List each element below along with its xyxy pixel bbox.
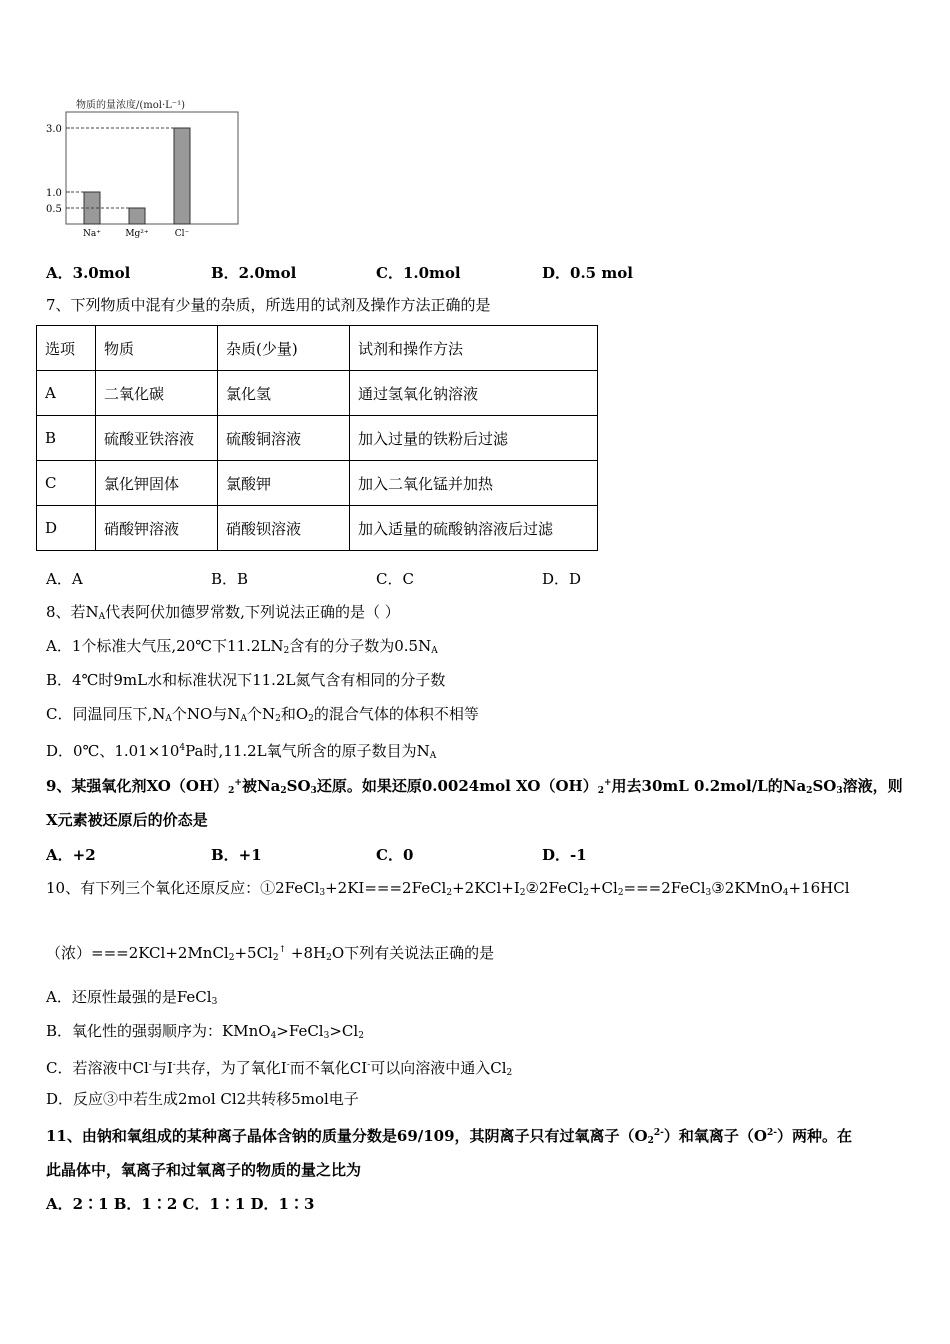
q9-stem-line1: 9、某强氧化剂$XO(OH)_2^+$被$Na_2SO_3$还原。如果还原0.0024mol $XO(OH)_2^+$用去30mL 0.2mol/L的$Na_2SO_3$溶液，则: [46, 777, 903, 796]
q10-stem-line1: 10、有下列三个氧化还原反应：$①2FeCl_3+2KI===2FeCl_2+2KCl+I_2②2FeCl_2+Cl_2===2FeCl_3③2KMnO_4+16HCl$: [46, 879, 850, 898]
q9-option-a[interactable]: A．+2: [46, 846, 96, 864]
table-cell: 二氧化碳: [96, 371, 218, 416]
q10-option-c[interactable]: C．若溶液中Cl-与I-共存，为了氧化I-而不氧化CI-可以向溶液中通入$Cl_2$: [46, 1059, 513, 1078]
q7-option-c[interactable]: C．C: [376, 570, 414, 588]
table-cell: 加入二氧化锰并加热: [350, 461, 598, 506]
q8-option-d[interactable]: D．0℃、$1.01\times 10^4Pa$时,11.2L氧气所含的原子数目为$N_A$: [46, 742, 437, 761]
q10-stem-line2: （浓）$===2KCl+2MnCl_2+5Cl_2^↑ +8H_2O$下列有关说法正确的是: [46, 944, 495, 963]
table-row: [37, 506, 598, 551]
y-tick-label: 3.0: [46, 124, 62, 135]
table-cell: 通过氢氧化钠溶液: [350, 371, 598, 416]
table-cell: D: [37, 506, 96, 551]
q6-option-b[interactable]: B．2.0mol: [211, 264, 297, 282]
q7-table: [36, 325, 598, 551]
q7-stem: 7、下列物质中混有少量的杂质，所选用的试剂及操作方法正确的是: [46, 296, 491, 314]
q7-option-a[interactable]: A．A: [46, 570, 83, 588]
table-cell: 加入适量的硫酸钠溶液后过滤: [350, 506, 598, 551]
x-tick-label: Mg²⁺: [125, 229, 149, 239]
table-cell: 氯化氢: [218, 371, 350, 416]
table-cell: 硫酸铜溶液: [218, 416, 350, 461]
q8-option-a[interactable]: A．1个标准大气压,20℃下$11.2LN_2$含有的分子数为$0.5N_A$: [46, 637, 438, 656]
table-cell: 硝酸钡溶液: [218, 506, 350, 551]
x-tick-label: Cl⁻: [174, 229, 190, 239]
table-cell: 氯化钾固体: [96, 461, 218, 506]
y-tick-label: 1.0: [46, 188, 62, 199]
table-header: 试剂和操作方法: [350, 326, 598, 371]
table-row: [37, 461, 598, 506]
q10-option-b[interactable]: B．氧化性的强弱顺序为：$KMnO_4>FeCl_3>Cl_2$: [46, 1022, 364, 1041]
q10-option-d[interactable]: D．反应③中若生成2mol Cl2共转移5mol电子: [46, 1090, 359, 1108]
q11-options[interactable]: A．2∶1 B．1∶2 C．1∶1 D．1∶3: [46, 1195, 315, 1213]
q6-option-d[interactable]: D．0.5 mol: [542, 264, 633, 282]
table-cell: B: [37, 416, 96, 461]
q10-option-a[interactable]: A．还原性最强的是FeCl$_3$: [46, 988, 218, 1007]
bar-2: [174, 128, 190, 224]
table-header-row: [37, 326, 598, 371]
table-cell: 加入过量的铁粉后过滤: [350, 416, 598, 461]
q9-option-d[interactable]: D．-1: [542, 846, 587, 864]
q6-option-a[interactable]: A．3.0mol: [46, 264, 131, 282]
table-cell: 硝酸钾溶液: [96, 506, 218, 551]
table-cell: A: [37, 371, 96, 416]
table-header: 选项: [37, 326, 96, 371]
q9-option-c[interactable]: C．0: [376, 846, 414, 864]
table-header: 杂质(少量): [218, 326, 350, 371]
table-header: 物质: [96, 326, 218, 371]
y-tick-label: 0.5: [46, 204, 62, 215]
table-row: [37, 371, 598, 416]
q6-option-c[interactable]: C．1.0mol: [376, 264, 461, 282]
table-row: [37, 416, 598, 461]
q8-stem: 8、若$N_A$代表阿伏加德罗常数,下列说法正确的是（ ）: [46, 603, 400, 622]
bar-1: [129, 208, 145, 224]
q11-stem-line1: 11、由钠和氧组成的某种离子晶体含钠的质量分数是69/109，其阴离子只有过氧离子$(O_2^{2-})$和氧离子$(O^{2-})$两种。在: [46, 1127, 852, 1146]
q9-option-b[interactable]: B．+1: [211, 846, 262, 864]
x-tick-label: Na⁺: [83, 229, 101, 239]
q11-stem-line2: 此晶体中，氧离子和过氧离子的物质的量之比为: [46, 1161, 362, 1179]
table-cell: 硫酸亚铁溶液: [96, 416, 218, 461]
q8-option-c[interactable]: C．同温同压下$,N_A$个NO与$N_A$个$N_2$和$O_2$的混合气体的体积不相等: [46, 705, 479, 724]
concentration-bar-chart: [40, 94, 250, 244]
q7-option-b[interactable]: B．B: [211, 570, 249, 588]
chart-title: 物质的量浓度/(mol·L⁻¹): [76, 100, 185, 111]
table-cell: 氯酸钾: [218, 461, 350, 506]
q9-stem-line2: X元素被还原后的价态是: [46, 811, 208, 829]
table-cell: C: [37, 461, 96, 506]
q7-option-d[interactable]: D．D: [542, 570, 582, 588]
q8-option-b[interactable]: B．4℃时9mL水和标准状况下11.2L氮气含有相同的分子数: [46, 671, 446, 689]
